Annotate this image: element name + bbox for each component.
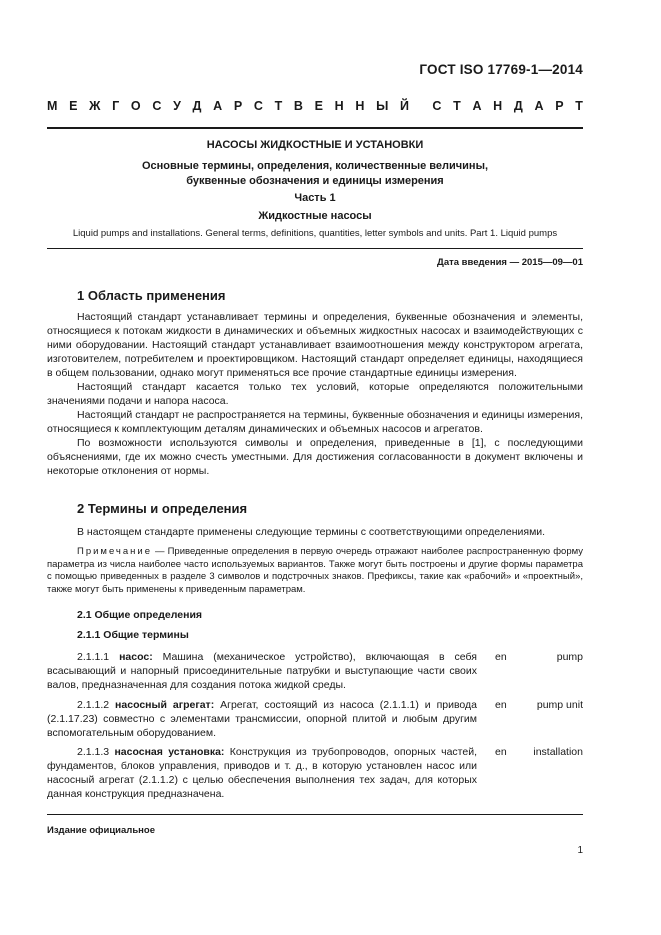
term-number: 2.1.1.2 (77, 699, 116, 711)
banner-letter: А (213, 99, 223, 113)
banner-letter: Ж (89, 99, 101, 113)
banner-letter: Г (112, 99, 120, 113)
subsection-2-1-1-heading: 2.1.1 Общие термины (77, 629, 189, 641)
note-text: — Приведенные определения в первую очередь отражают наиболее распространенную форму параметра из числа наиболее часто используемых вариантов. Также могут быть построены и другие формы параметра с помощью приведенных в разделе 3 символов и подстрочных знаков. Префиксы, такие как «рабочий» и «проектный», также могут быть применены к приведенным параметрам. (47, 546, 583, 595)
term-entry (47, 650, 583, 692)
banner-letter: Е (314, 99, 323, 113)
term-number: 2.1.1.3 (77, 746, 115, 758)
banner-letter: Н (355, 99, 365, 113)
banner-letter: Р (555, 99, 564, 113)
term-english: pump (556, 651, 583, 663)
introduction-date: Дата введения — 2015—09—01 (437, 257, 583, 268)
term-name: насос: (119, 651, 153, 663)
note-paragraph (47, 546, 583, 596)
term-entry (47, 745, 583, 801)
part-number: Часть 1 (294, 192, 336, 204)
section-2-intro (47, 525, 583, 539)
banner-letter: Д (513, 99, 523, 113)
banner-letter: Н (334, 99, 344, 113)
term-english: pump unit (536, 699, 583, 711)
banner-letter: Ы (376, 99, 389, 113)
english-title: Liquid pumps and installations. General terms, definitions, quantities, letter symbols and units. Part 1. Liquid pumps (72, 228, 558, 239)
section-2-note (47, 546, 583, 596)
term-number: 2.1.1.1 (77, 651, 120, 663)
standard-subtitle (47, 159, 583, 188)
banner-letter: Р (233, 99, 243, 113)
title-rule (47, 248, 583, 249)
banner-letter: А (472, 99, 482, 113)
paragraph: Настоящий стандарт не распространяется на термины, буквенные обозначения и единицы измерения, относящиеся к комплектующим деталям динамических и объемных насосов и агрегатов. (47, 409, 583, 435)
term-text: Конструкция из трубопроводов, опорных частей, фундаментов, блоков управления, приводов и т. д., в которую установлен насос или насосный агрегат (2.1.1.2) с целью обеспечения выполнения тех задач, для которых данная конструкция предназначена. (47, 746, 477, 800)
footer-rule (47, 814, 583, 815)
official-edition-label: Издание официальное (47, 825, 155, 836)
term-definition (47, 698, 477, 740)
term-name: насосный агрегат: (115, 699, 215, 711)
paragraph: По возможности используются символы и определения, приведенные в [1], с последующими объяснениями, где их можно счесть уместными. Для достижения согласованности в документ включены и некоторые отклонения от нормы. (47, 437, 583, 477)
term-english: installation (533, 746, 583, 758)
subtitle-line-1: Основные термины, определения, количественные величины, (141, 160, 489, 172)
banner-letter: Т (453, 99, 461, 113)
term-entry (47, 698, 583, 740)
term-text: Агрегат, состоящий из насоса (2.1.1.1) и привода (2.1.17.23) совместно с элементами трансмиссии, опорной плитой и любым другим вспомогательным оборудованием. (47, 699, 478, 739)
note-label: Примечание (77, 546, 152, 557)
section-1-heading: 1 Область применения (77, 288, 226, 303)
banner-letter: У (173, 99, 181, 113)
paragraph: В настоящем стандарте применены следующие термины с соответствующими определениями. (77, 526, 546, 538)
interstate-standard-banner (47, 99, 583, 113)
banner-letter: А (534, 99, 544, 113)
page-number: 1 (577, 845, 583, 856)
section-1-body (47, 310, 583, 478)
banner-letter: Т (575, 99, 583, 113)
subsection-2-1-heading: 2.1 Общие определения (77, 609, 203, 621)
term-language: en (495, 651, 507, 663)
banner-letter: С (432, 99, 442, 113)
banner-letter: Д (192, 99, 202, 113)
banner-letter: В (293, 99, 303, 113)
banner-letter: Т (274, 99, 283, 113)
banner-letter: О (130, 99, 141, 113)
standard-title: НАСОСЫ ЖИДКОСТНЫЕ И УСТАНОВКИ (206, 139, 424, 151)
paragraph: Настоящий стандарт касается только тех условий, которые определяются положительными значениями подачи и напора насоса. (47, 381, 583, 407)
section-2-heading: 2 Термины и определения (77, 501, 248, 516)
banner-letter: Е (69, 99, 78, 113)
term-language: en (495, 746, 507, 758)
banner-letter: Й (400, 99, 410, 113)
term-definition (47, 745, 477, 801)
banner-letter: С (152, 99, 162, 113)
header-rule-thick (47, 127, 583, 129)
term-language: en (495, 699, 507, 711)
term-definition (47, 650, 477, 692)
paragraph: Настоящий стандарт устанавливает термины и определения, буквенные обозначения и элементы, относящиеся к потокам жидкости в динамических и объемных жидкостных насосах и взаимодействующих с ними оборудовании. Настоящий стандарт устанавливает взаимоотношения между конструктором агрегата, изготовителем, потребителем и проектировщиком. Настоящий стандарт определяет единицы, находящиеся в общем пользовании, однако могут применяться все прочие стандартные единицы измерения. (47, 311, 583, 379)
part-title: Жидкостные насосы (258, 210, 372, 222)
banner-letter: С (253, 99, 263, 113)
term-name: насосная установка: (114, 746, 225, 758)
term-text: Машина (механическое устройство), включающая в себя всасывающий и напорный присоединительные патрубки и выступающие части своих валов, предназначенная для создания потока жидкой среды. (47, 651, 477, 691)
banner-letter: М (47, 99, 58, 113)
document-number: ГОСТ ISO 17769-1—2014 (419, 62, 583, 77)
subtitle-line-2: буквенные обозначения и единицы измерения (186, 174, 444, 187)
banner-letter: Н (493, 99, 503, 113)
